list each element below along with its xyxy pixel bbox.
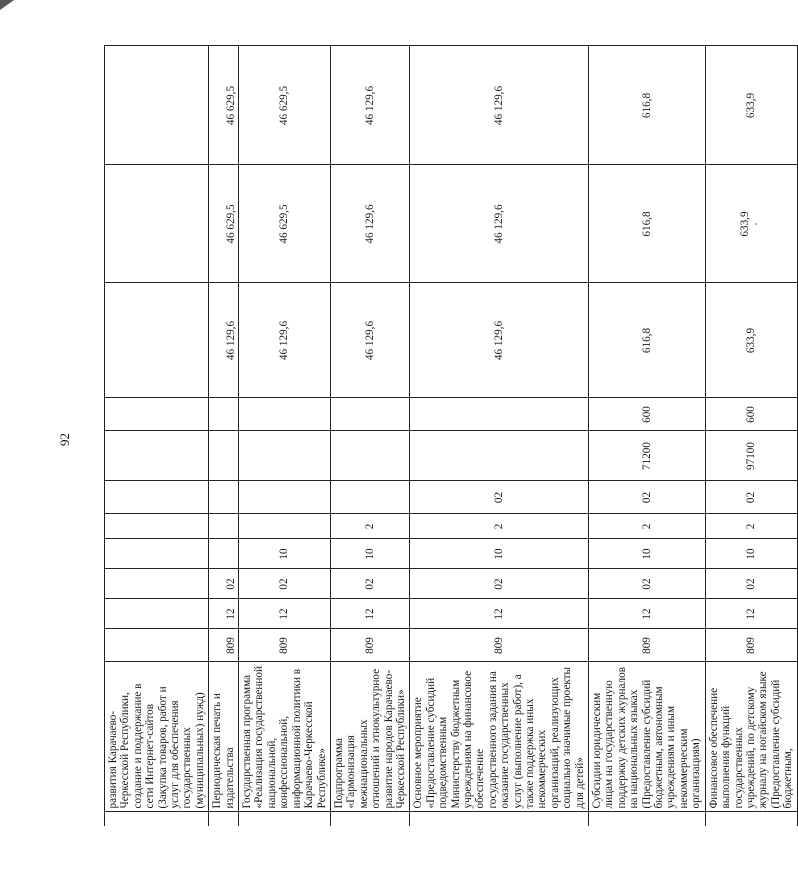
row-name: Основное мероприятие «Предоставление субсидий подведомственным Министерству бюджетным учреждениям на финансовое обеспечение государственного задания на оказание государственных услуг (выполнение работ), а также поддержка иных некоммерческих организаций, реализующих социально значимые проекты для детей» [410, 662, 589, 812]
stray-mark: · [751, 222, 764, 226]
scan-corner-mark [0, 0, 14, 10]
row-name: Государственная программа «Реализация государственной национальной, конфессиональной, информационной политики в Карачаево-Черкесской Республике» [239, 662, 331, 812]
table-row: Подпрограмма «Гармонизация межнациональных отношений и этнокультурное развитие народов Карачаево-Черкесской Республики» 809 12 02 10 2 46 129,6 46 129,6 46 129,6 [330, 46, 409, 826]
table-row: Государственная программа «Реализация государственной национальной, конфессиональной, информационной политики в Карачаево-Черкесской Республике» 809 12 02 10 46 129,6 46 629,5 46 629,5 [239, 46, 331, 826]
table-row: Финансовое обеспечение выполнения функций государственных учреждений, по детскому журналу на ногайском языке (Предоставление субсидий бюджетным, 809 12 02 10 2 02 97100 600 633,9 633,9 · 633,9 [705, 46, 797, 826]
table-row: Субсидии юридическим лицам на государственную поддержку детских журналов на национальных языках (Предоставление субсидий бюджетным, автономным учреждениям и иным некоммерческим организациям) 809 12 02 10 2 02 71200 600 616,8 616,8 616,8 [589, 46, 706, 826]
budget-table-rotated [104, 46, 795, 826]
page-number: 92 [57, 433, 72, 446]
row-name: Подпрограмма «Гармонизация межнациональных отношений и этнокультурное развитие народов Карачаево-Черкесской Республики» [330, 662, 409, 812]
cell-with-mark: 633,9 · [705, 165, 797, 283]
row-name: Периодическая печать и издательства [209, 662, 239, 812]
row-name: Субсидии юридическим лицам на государственную поддержку детских журналов на национальных языках (Предоставление субсидий бюджетным, автономным учреждениям и иным некоммерческим организациям) [589, 662, 706, 812]
row-name: развития Карачаево-Черкесской Республики, создание и поддержание в сети Интернет-сайтов (Закупка товаров, работ и услуг для обеспечения государственных (муниципальных) нужд) [105, 662, 209, 812]
table-row: Основное мероприятие «Предоставление субсидий подведомственным Министерству бюджетным учреждениям на финансовое обеспечение государственного задания на оказание государственных услуг (выполнение работ), а также поддержка иных некоммерческих организаций, реализующих социально значимые проекты для детей» 809 12 02 10 2 02 46 129,6 46 129,6 46 129,6 [410, 46, 589, 826]
row-name: Финансовое обеспечение выполнения функций государственных учреждений, по детскому журналу на ногайском языке (Предоставление субсидий бюджетным, [705, 662, 797, 812]
budget-table [104, 46, 798, 827]
table-row [105, 46, 209, 826]
table-row: Периодическая печать и издательства 809 12 02 46 129,6 46 629,5 46 629,5 [209, 46, 239, 826]
